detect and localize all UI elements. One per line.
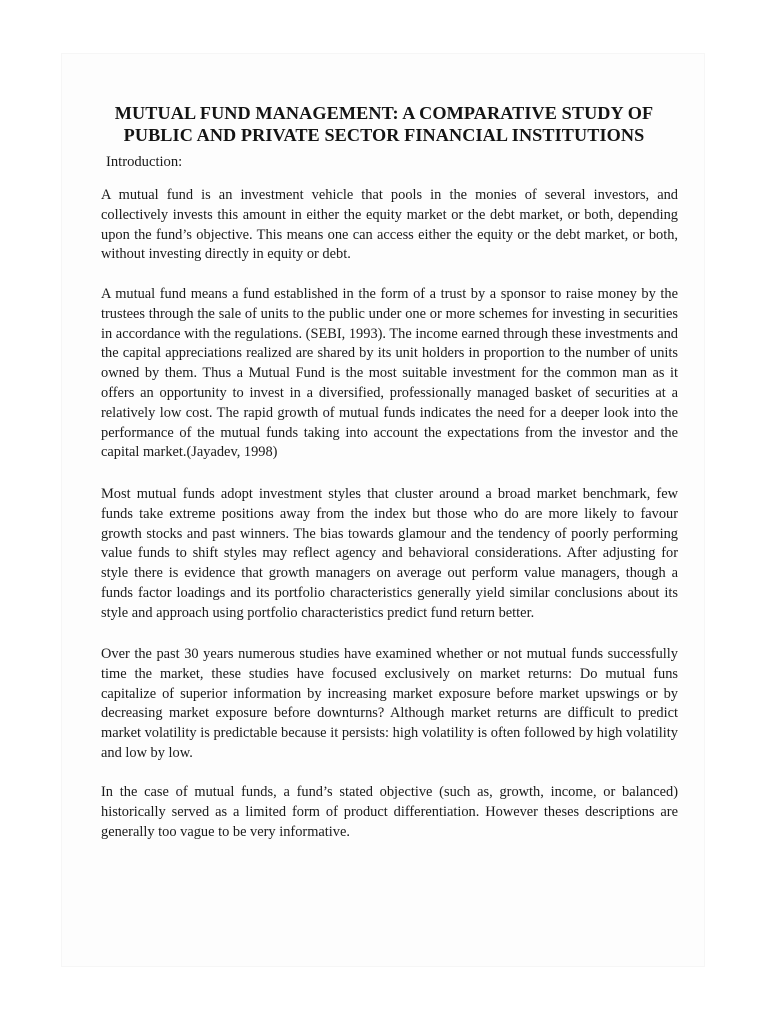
document-title (64, 102, 704, 146)
title-line-1: MUTUAL FUND MANAGEMENT: A COMPARATIVE STUDY OF (114, 103, 654, 123)
paragraph-5: In the case of mutual funds, a fund’s stated objective (such as, growth, income, or balanced) historically served as a limited form of product differentiation. However theses descriptions are generally too vague to be very informative. (101, 784, 678, 840)
paragraph-1: A mutual fund is an investment vehicle that pools in the monies of several investors, and collectively invests this amount in either the equity market or the debt market, or both, depending upon the fund’s objective. This means one can access either the equity or the debt market, or both, without investing directly in equity or debt. (101, 187, 678, 263)
title-line-2: PUBLIC AND PRIVATE SECTOR FINANCIAL INSTITUTIONS (123, 125, 645, 145)
paragraph-4: Over the past 30 years numerous studies have examined whether or not mutual funds successfully time the market, these studies have focused exclusively on market returns: Do mutual funs capitalize of superior information by increasing market exposure before market upswings or by decreasing market exposure before downturns? Although market returns are difficult to predict market volatility is predictable because it persists: high volatility is often followed by high volatility and low by low. (101, 646, 678, 761)
paragraph-2: A mutual fund means a fund established in the form of a trust by a sponsor to raise money by the trustees through the sale of units to the public under one or more schemes for investing in securities in accordance with the regulations. (SEBI, 1993). The income earned through these investments and the capital appreciations realized are shared by its unit holders in proportion to the number of units owned by them. Thus a Mutual Fund is the most suitable investment for the common man as it offers an opportunity to invest in a diversified, professionally managed basket of securities at a relatively low cost. The rapid growth of mutual funds indicates the need for a deeper look into the performance of the mutual funds taking into account the expectations from the investor and the capital market.(Jayadev, 1998) (101, 286, 678, 461)
section-heading-introduction: Introduction: (106, 154, 183, 170)
paragraph-3: Most mutual funds adopt investment styles that cluster around a broad market benchmark, few funds take extreme positions away from the index but those who do are more likely to favour growth stocks and past winners. The bias towards glamour and the tendency of poorly performing value funds to shift styles may reflect agency and behavioral considerations. After adjusting for style there is evidence that growth managers on average out perform value managers, though a funds factor loadings and its portfolio characteristics generally yield similar conclusions about its style and approach using portfolio characteristics predict fund return better. (101, 486, 678, 621)
